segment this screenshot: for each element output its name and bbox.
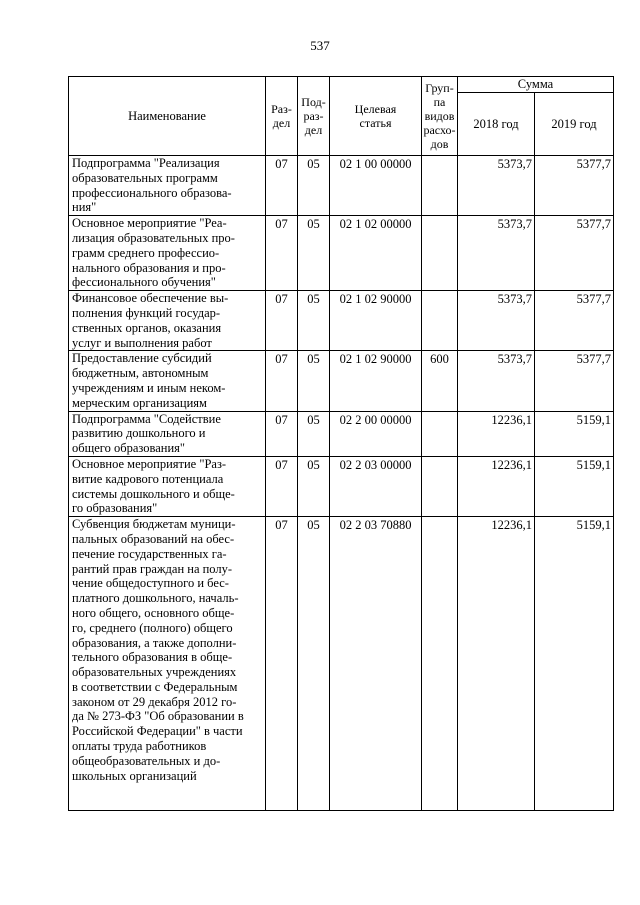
row-target: 02 1 02 00000 [330, 216, 422, 291]
row-sum-2018: 5373,7 [458, 216, 535, 291]
row-target: 02 1 02 90000 [330, 291, 422, 351]
row-sum-2019: 5377,7 [535, 291, 614, 351]
row-podrazdel: 05 [298, 156, 330, 216]
row-podrazdel: 05 [298, 291, 330, 351]
row-group [422, 216, 458, 291]
row-group [422, 456, 458, 516]
row-name: Финансовое обеспечение вы- полнения функций государ- ственных органов, оказания услуг и выполнения работ [69, 291, 266, 351]
row-podrazdel: 05 [298, 351, 330, 411]
table-row [69, 411, 614, 456]
table-row [69, 351, 614, 411]
row-target: 02 1 02 90000 [330, 351, 422, 411]
row-name: Основное мероприятие "Раз- витие кадрового потенциала системы дошкольного и обще- го образования" [69, 456, 266, 516]
header-name: Наименование [69, 77, 266, 156]
row-podrazdel: 05 [298, 216, 330, 291]
row-razdel: 07 [266, 456, 298, 516]
row-sum-2018: 5373,7 [458, 156, 535, 216]
table-row [69, 216, 614, 291]
row-sum-2019: 5159,1 [535, 411, 614, 456]
row-name: Подпрограмма "Содействие развитию дошкольного и общего образования" [69, 411, 266, 456]
row-razdel: 07 [266, 411, 298, 456]
header-target-article: Целевая статья [330, 77, 422, 156]
row-target: 02 2 03 00000 [330, 456, 422, 516]
row-podrazdel: 05 [298, 411, 330, 456]
row-group: 600 [422, 351, 458, 411]
row-target: 02 2 00 00000 [330, 411, 422, 456]
row-group [422, 156, 458, 216]
row-sum-2018: 12236,1 [458, 517, 535, 811]
row-razdel: 07 [266, 156, 298, 216]
row-sum-2018: 5373,7 [458, 291, 535, 351]
table-row [69, 291, 614, 351]
row-podrazdel: 05 [298, 456, 330, 516]
row-sum-2019: 5159,1 [535, 517, 614, 811]
row-group [422, 291, 458, 351]
budget-table [68, 76, 614, 811]
row-name: Предоставление субсидий бюджетным, автономным учреждениям и иным неком- мерческим организациям [69, 351, 266, 411]
row-sum-2018: 5373,7 [458, 351, 535, 411]
header-year-2019: 2019 год [535, 93, 614, 156]
row-name: Основное мероприятие "Реа- лизация образовательных про- грамм среднего профессио- нального образования и про- фессионального обучения" [69, 216, 266, 291]
header-year-2018: 2018 год [458, 93, 535, 156]
row-group [422, 411, 458, 456]
row-podrazdel: 05 [298, 517, 330, 811]
row-razdel: 07 [266, 291, 298, 351]
row-name: Субвенция бюджетам муници- пальных образований на обес- печение государственных га- рантий прав граждан на полу- чение общедоступного и бес- платного дошкольного, началь- ного общего, основного обще- го, среднего (полного) общего образования, а также дополни- тельного образования в обще- образовательных учреждениях в соответствии с Федеральным законом от 29 декабря 2012 го- да № 273-ФЗ "Об образовании в Российской Федерации" в части оплаты труда работников общеобразовательных и до- школьных организаций [69, 517, 266, 811]
page-number: 537 [310, 38, 330, 53]
header-podrazdel: Под- раз- дел [298, 77, 330, 156]
row-sum-2019: 5159,1 [535, 456, 614, 516]
table-row [69, 456, 614, 516]
table-row [69, 517, 614, 811]
row-group [422, 517, 458, 811]
row-razdel: 07 [266, 216, 298, 291]
row-target: 02 2 03 70880 [330, 517, 422, 811]
row-razdel: 07 [266, 351, 298, 411]
row-razdel: 07 [266, 517, 298, 811]
header-expense-group: Груп- па видов расхо- дов [422, 77, 458, 156]
row-sum-2019: 5377,7 [535, 156, 614, 216]
row-name: Подпрограмма "Реализация образовательных программ профессионального образова- ния" [69, 156, 266, 216]
row-sum-2018: 12236,1 [458, 456, 535, 516]
header-razdel: Раз- дел [266, 77, 298, 156]
row-sum-2019: 5377,7 [535, 216, 614, 291]
row-target: 02 1 00 00000 [330, 156, 422, 216]
row-sum-2018: 12236,1 [458, 411, 535, 456]
row-sum-2019: 5377,7 [535, 351, 614, 411]
table-row [69, 156, 614, 216]
header-sum: Сумма [458, 77, 614, 93]
